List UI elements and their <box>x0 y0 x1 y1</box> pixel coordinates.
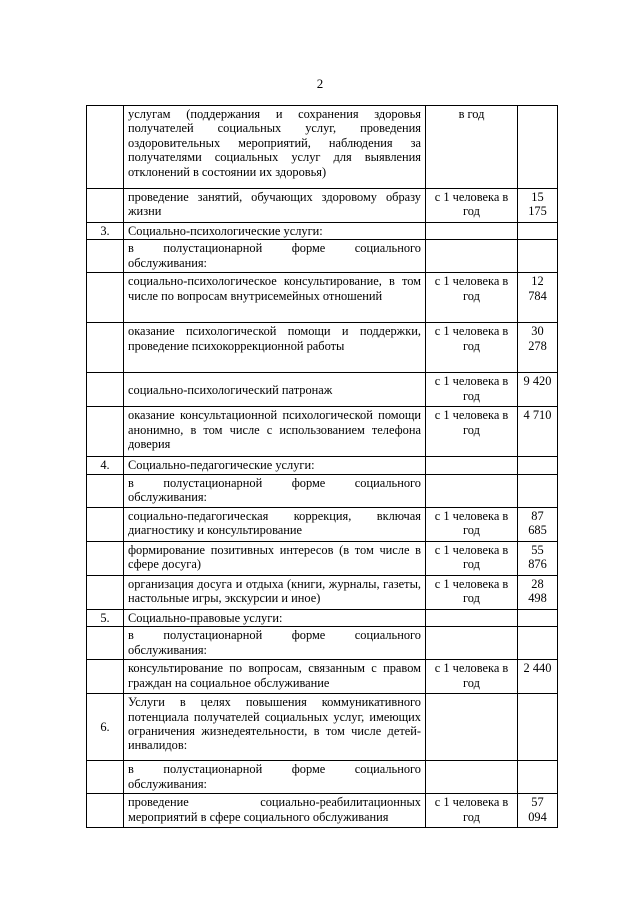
row-number: 4. <box>87 457 124 474</box>
cost-cell <box>518 474 558 507</box>
services-table <box>86 105 558 828</box>
unit-cell <box>426 240 518 273</box>
section-heading: Услуги в целях повышения коммуникативного потенциала получателей социальных услуг, имеющих ограничения жизнедеятельности, в том числе детей-инвалидов: <box>124 694 426 761</box>
service-description: социально-педагогическая коррекция, включая диагностику и консультирование <box>124 507 426 541</box>
row-number <box>87 575 124 609</box>
unit-cell <box>426 627 518 660</box>
unit-cell: с 1 человека в год <box>426 794 518 828</box>
cost-cell: 2 440 <box>518 660 558 694</box>
service-description: формирование позитивных интересов (в том числе в сфере досуга) <box>124 541 426 575</box>
cost-cell: 28 498 <box>518 575 558 609</box>
row-number <box>87 323 124 373</box>
table-row <box>87 474 558 507</box>
cost-cell: 57 094 <box>518 794 558 828</box>
row-number <box>87 240 124 273</box>
table-row <box>87 273 558 323</box>
unit-cell: с 1 человека в год <box>426 323 518 373</box>
unit-cell <box>426 457 518 474</box>
unit-cell: с 1 человека в год <box>426 507 518 541</box>
cost-cell: 55 876 <box>518 541 558 575</box>
table-row <box>87 575 558 609</box>
table-row <box>87 507 558 541</box>
cost-cell: 12 784 <box>518 273 558 323</box>
row-number <box>87 373 124 407</box>
cost-cell: 15 175 <box>518 189 558 223</box>
cost-cell <box>518 457 558 474</box>
table-row <box>87 323 558 373</box>
unit-cell: с 1 человека в год <box>426 660 518 694</box>
row-number <box>87 794 124 828</box>
table-row <box>87 240 558 273</box>
unit-cell <box>426 694 518 761</box>
cost-cell: 9 420 <box>518 373 558 407</box>
cost-cell: 4 710 <box>518 407 558 457</box>
table-row <box>87 609 558 626</box>
service-description: консультирование по вопросам, связанным с правом граждан на социальное обслуживание <box>124 660 426 694</box>
section-heading: Социально-правовые услуги: <box>124 609 426 626</box>
table-row <box>87 761 558 794</box>
table-row <box>87 660 558 694</box>
row-number: 3. <box>87 223 124 240</box>
service-description: социально-психологический патронаж <box>124 373 426 407</box>
unit-cell: с 1 человека в год <box>426 373 518 407</box>
service-form-subheading: в полустационарной форме социального обслуживания: <box>124 761 426 794</box>
unit-cell: с 1 человека в год <box>426 189 518 223</box>
service-description: организация досуга и отдыха (книги, журналы, газеты, настольные игры, экскурсии и иное) <box>124 575 426 609</box>
service-description: оказание психологической помощи и поддержки, проведение психокоррекционной работы <box>124 323 426 373</box>
cost-cell: 30 278 <box>518 323 558 373</box>
cost-cell <box>518 761 558 794</box>
cost-cell <box>518 694 558 761</box>
table-row <box>87 457 558 474</box>
page-number: 2 <box>316 76 324 91</box>
unit-cell: с 1 человека в год <box>426 541 518 575</box>
table-row <box>87 189 558 223</box>
table-row <box>87 106 558 189</box>
service-description: проведение занятий, обучающих здоровому образу жизни <box>124 189 426 223</box>
unit-cell <box>426 474 518 507</box>
cost-cell <box>518 106 558 189</box>
cost-cell: 87 685 <box>518 507 558 541</box>
cost-cell <box>518 240 558 273</box>
row-number <box>87 627 124 660</box>
unit-cell: с 1 человека в год <box>426 575 518 609</box>
row-number <box>87 189 124 223</box>
row-number: 6. <box>87 694 124 761</box>
service-form-subheading: в полустационарной форме социального обслуживания: <box>124 474 426 507</box>
unit-cell: в год <box>426 106 518 189</box>
section-heading: Социально-психологические услуги: <box>124 223 426 240</box>
cost-cell <box>518 223 558 240</box>
cost-cell <box>518 609 558 626</box>
service-description: проведение социально-реабилитационных мероприятий в сфере социального обслуживания <box>124 794 426 828</box>
row-number <box>87 761 124 794</box>
row-number <box>87 507 124 541</box>
row-number <box>87 474 124 507</box>
row-number <box>87 541 124 575</box>
table-row <box>87 694 558 761</box>
unit-cell <box>426 223 518 240</box>
service-form-subheading: в полустационарной форме социального обслуживания: <box>124 627 426 660</box>
row-number <box>87 106 124 189</box>
cost-cell <box>518 627 558 660</box>
unit-cell: с 1 человека в год <box>426 407 518 457</box>
service-description: социально-психологическое консультирование, в том числе по вопросам внутрисемейных отношений <box>124 273 426 323</box>
row-number <box>87 273 124 323</box>
table-row <box>87 373 558 407</box>
section-heading: Социально-педагогические услуги: <box>124 457 426 474</box>
table-row <box>87 407 558 457</box>
row-number: 5. <box>87 609 124 626</box>
row-number <box>87 660 124 694</box>
table-row <box>87 627 558 660</box>
service-description: оказание консультационной психологической помощи анонимно, в том числе с использованием телефона доверия <box>124 407 426 457</box>
table-row <box>87 541 558 575</box>
service-form-subheading: в полустационарной форме социального обслуживания: <box>124 240 426 273</box>
unit-cell <box>426 761 518 794</box>
unit-cell <box>426 609 518 626</box>
table-row <box>87 794 558 828</box>
unit-cell: с 1 человека в год <box>426 273 518 323</box>
service-description: услугам (поддержания и сохранения здоровья получателей социальных услуг, проведения оздоровительных мероприятий, наблюдения за получателями социальных услуг для выявления отклонений в состоянии их здоровья) <box>124 106 426 189</box>
table-row <box>87 223 558 240</box>
row-number <box>87 407 124 457</box>
